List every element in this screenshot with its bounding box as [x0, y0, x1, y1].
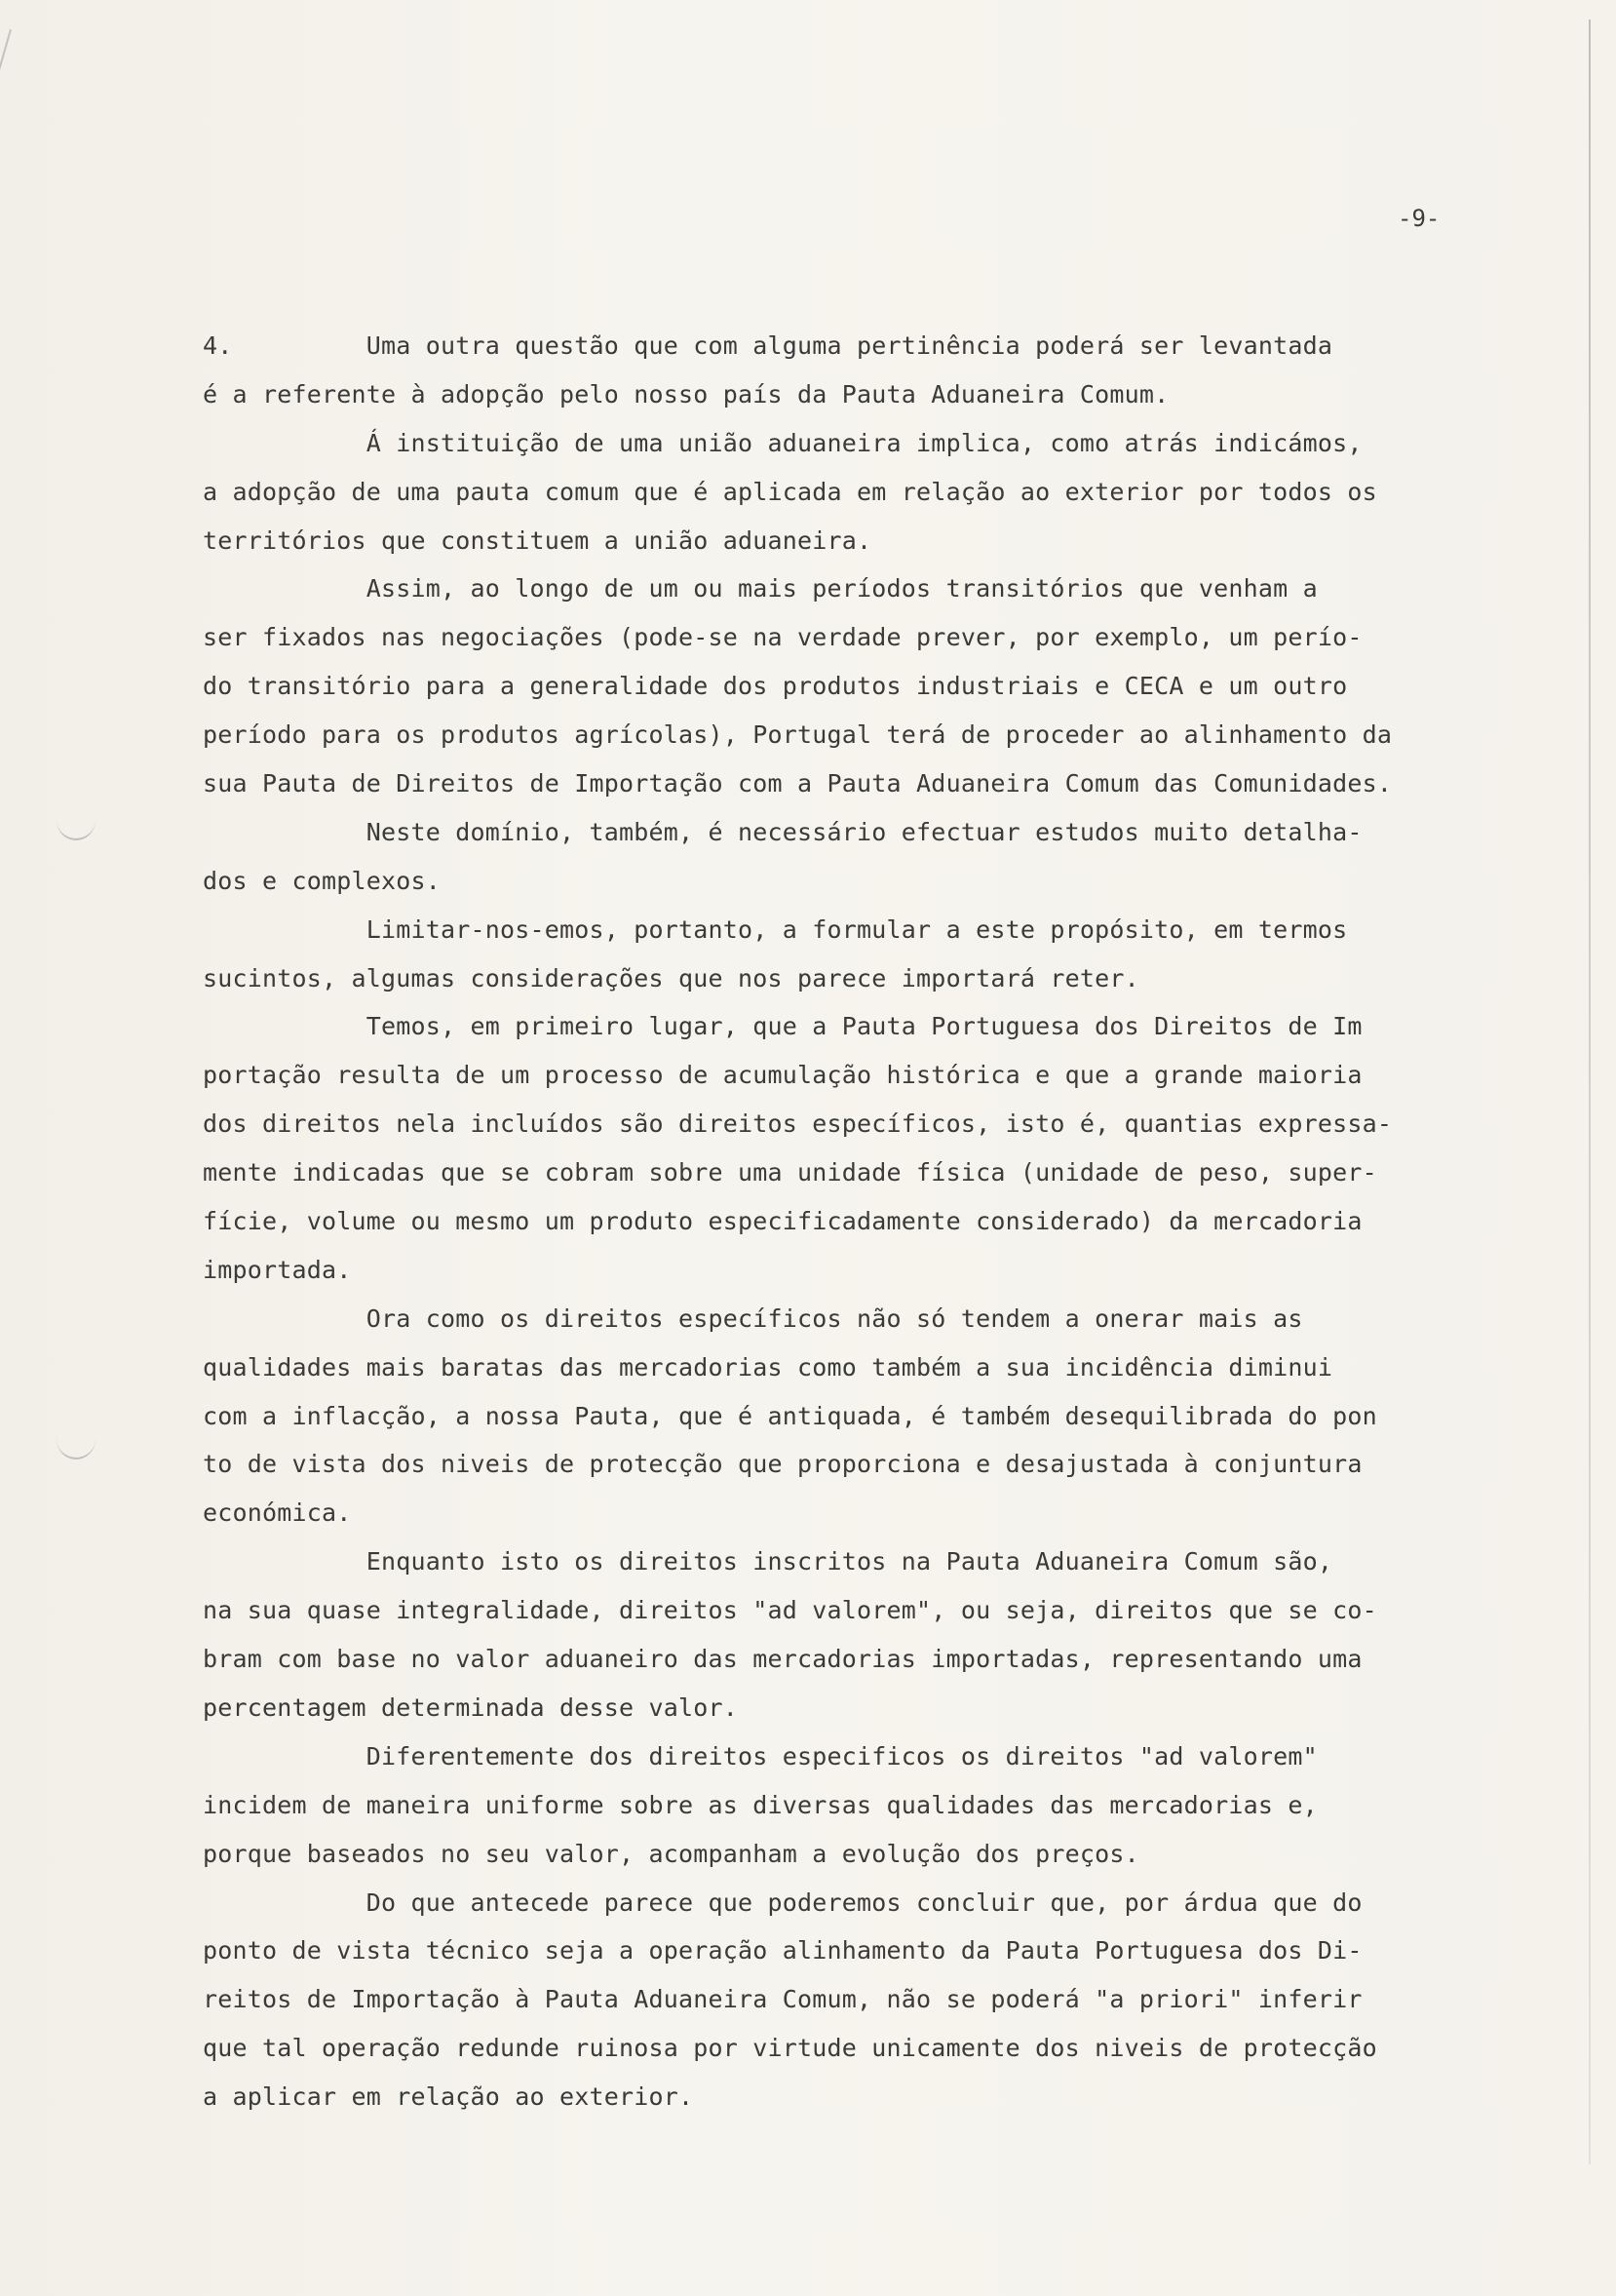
text-line: to de vista dos niveis de protecção que proporciona e desajustada à conjuntura	[203, 1450, 1363, 1479]
text-line: com a inflacção, a nossa Pauta, que é antiquada, é também desequilibrada do pon	[203, 1401, 1377, 1430]
text-line: incidem de maneira uniforme sobre as diversas qualidades das mercadorias e,	[203, 1790, 1318, 1819]
text-line: 4. Uma outra questão que com alguma pertinência poderá ser levantada	[203, 331, 1333, 360]
page-number: -9-	[1398, 205, 1441, 232]
punch-hole	[57, 1419, 96, 1459]
text-line: territórios que constituem a união aduaneira.	[203, 525, 872, 555]
text-line: Á instituição de uma união aduaneira implica, como atrás indicámos,	[203, 428, 1363, 457]
text-line: Do que antecede parece que poderemos concluir que, por árdua que do	[203, 1887, 1363, 1917]
text-line: a adopção de uma pauta comum que é aplicada em relação ao exterior por todos os	[203, 477, 1377, 506]
text-line: Neste domínio, também, é necessário efectuar estudos muito detalha-	[203, 817, 1363, 846]
text-line: importada.	[203, 1255, 352, 1284]
text-line: porque baseados no seu valor, acompanham a evolução dos preços.	[203, 1839, 1139, 1868]
text-line: sua Pauta de Direitos de Importação com a Pauta Aduaneira Comum das Comunidades.	[203, 769, 1393, 798]
text-line: do transitório para a generalidade dos produtos industriais e CECA e um outro	[203, 672, 1348, 701]
text-line: económica.	[203, 1498, 352, 1528]
text-line: sucintos, algumas considerações que nos parece importará reter.	[203, 963, 1139, 992]
text-line: Enquanto isto os direitos inscritos na Pauta Aduaneira Comum são,	[203, 1547, 1333, 1576]
text-line: Assim, ao longo de um ou mais períodos transitórios que venham a	[203, 574, 1318, 603]
text-line: dos direitos nela incluídos são direitos específicos, isto é, quantias expressa-	[203, 1109, 1393, 1139]
text-line: que tal operação redunde ruinosa por virtude unicamente dos niveis de protecção	[203, 2034, 1377, 2063]
text-line: Ora como os direitos específicos não só tendem a onerar mais as	[203, 1304, 1303, 1333]
text-line: período para os produtos agrícolas), Portugal terá de proceder ao alinhamento da	[203, 720, 1393, 750]
text-line: portação resulta de um processo de acumulação histórica e que a grande maioria	[203, 1061, 1363, 1090]
text-line: é a referente à adopção pelo nosso país da Pauta Aduaneira Comum.	[203, 379, 1170, 409]
text-line: Limitar-nos-emos, portanto, a formular a este propósito, em termos	[203, 915, 1348, 944]
text-line: ser fixados nas negociações (pode-se na verdade prever, por exemplo, um perío-	[203, 623, 1363, 652]
punch-hole	[57, 799, 96, 840]
text-line: a aplicar em relação ao exterior.	[203, 2082, 694, 2112]
body-text	[203, 322, 1528, 2121]
pencil-stroke	[0, 29, 12, 199]
text-line: bram com base no valor aduaneiro das mercadorias importadas, representando uma	[203, 1645, 1363, 1674]
text-line: reitos de Importação à Pauta Aduaneira Comum, não se poderá "a priori" inferir	[203, 1985, 1363, 2014]
text-line: ponto de vista técnico seja a operação alinhamento da Pauta Portuguesa dos Di-	[203, 1936, 1363, 1965]
page-edge-line	[1589, 19, 1591, 2164]
text-line: na sua quase integralidade, direitos "ad valorem", ou seja, direitos que se co-	[203, 1596, 1377, 1625]
text-line: qualidades mais baratas das mercadorias como também a sua incidência diminui	[203, 1352, 1333, 1381]
text-line: Temos, em primeiro lugar, que a Pauta Portuguesa dos Direitos de Im	[203, 1012, 1363, 1041]
text-line: fície, volume ou mesmo um produto especificadamente considerado) da mercadoria	[203, 1207, 1363, 1236]
text-line: Diferentemente dos direitos especificos os direitos "ad valorem"	[203, 1741, 1318, 1771]
text-line: dos e complexos.	[203, 866, 442, 895]
text-line: percentagem determinada desse valor.	[203, 1693, 739, 1722]
text-line: mente indicadas que se cobram sobre uma unidade física (unidade de peso, super-	[203, 1158, 1377, 1187]
